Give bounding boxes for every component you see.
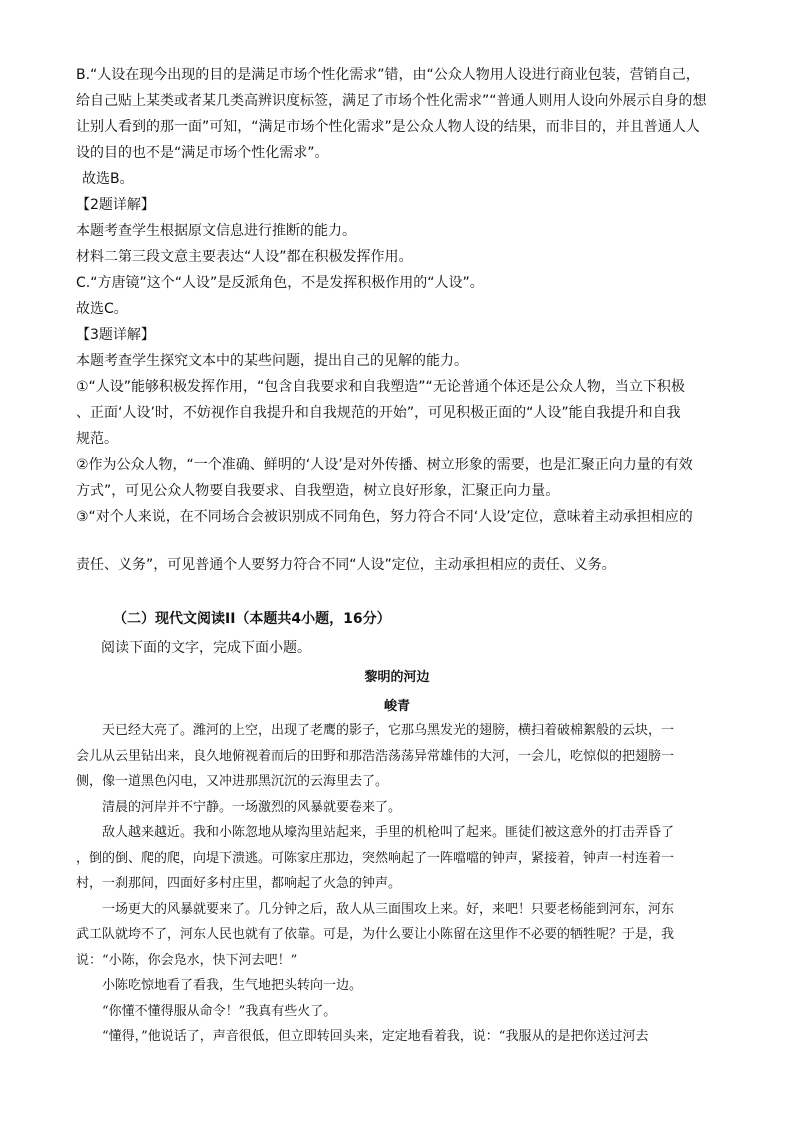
story-author: 峻青 xyxy=(383,699,410,714)
story-line: ，倒的倒、爬的爬，向堤下溃逃。可陈家庄那边，突然响起了一阵噹噹的钟声，紧接着，钟声一村连着一 xyxy=(76,850,675,866)
answer-line: 方式”，可见公众人物要自我要求、自我塑造，树立良好形象，汇聚正向力量。 xyxy=(76,483,560,499)
answer-line: 、正面‘人设’时，不妨视作自我提升和自我规范的开始”，可见积极正面的“人设”能自我提升和自我 xyxy=(76,405,681,421)
story-line: 武工队就垮不了，河东人民也就有了依靠。可是，为什么要让小陈留在这里作不必要的牺牲呢？于是，我 xyxy=(76,927,675,942)
answer-line: C.“方唐镜”这个“人设”是反派角色，不是发挥积极作用的“人设”。 xyxy=(76,275,484,291)
answer-line: 本题考查学生探究文本中的某些问题，提出自己的见解的能力。 xyxy=(76,353,468,369)
answer-line: ①“人设”能够积极发挥作用，“包含自我要求和自我塑造”“无论普通个体还是公众人物，当立下积极 xyxy=(76,379,685,395)
reading-instruction: 阅读下面的文字，完成下面小题。 xyxy=(101,640,311,656)
question-2-heading: 【2题详解】 xyxy=(76,197,155,213)
story-line: 会儿从云里钻出来，良久地俯视着而后的田野和那浩浩荡荡异常雄伟的大河，一会儿，吃惊似的把翅膀一 xyxy=(76,748,675,764)
answer-line: 故选C。 xyxy=(76,301,128,317)
answer-line: B.“人设在现今出现的目的是满足市场个性化需求”错，由“公众人物用人设进行商业包装，营销自己， xyxy=(76,67,700,83)
story-line: “你懂不懂得服从命令！”我真有些火了。 xyxy=(102,1003,337,1019)
answer-line: 让别人看到的那一面”可知，“满足市场个性化需求”是公众人物人设的结果，而非目的，并且普通人人 xyxy=(76,119,700,135)
story-line: “懂得，”他说话了，声音很低，但立即转回头来，定定地看着我，说：“我服从的是把你送过河去 xyxy=(102,1029,649,1044)
story-line: 村，一刹那间，四面好多村庄里，都响起了火急的钟声。 xyxy=(76,876,402,891)
answer-line: ②作为公众人物，“一个准确、鲜明的‘人设’是对外传播、树立形象的需要，也是汇聚正向力量的有效 xyxy=(76,457,693,473)
answer-line: 材料二第三段文意主要表达“人设”都在积极发挥作用。 xyxy=(76,249,413,265)
answer-line: 给自己贴上某类或者某几类高辨识度标签，满足了市场个性化需求”“普通人则用人设向外展示自身的想 xyxy=(76,93,707,109)
answer-explanations xyxy=(76,62,726,578)
answer-line: 责任、义务”，可见普通个人要努力符合不同“人设”定位，主动承担相应的责任、义务。 xyxy=(76,557,616,573)
question-3-heading: 【3题详解】 xyxy=(76,327,155,343)
story-line: 清晨的河岸并不宁静。一场激烈的风暴就要卷来了。 xyxy=(102,799,402,815)
story-line: 小陈吃惊地看了看我，生气地把头转向一边。 xyxy=(102,978,363,993)
story-line: 说：“小陈，你会凫水，快下河去吧！” xyxy=(76,952,298,968)
story-title: 黎明的河边 xyxy=(364,670,430,685)
answer-line: 本题考查学生根据原文信息进行推断的能力。 xyxy=(76,223,356,239)
story-line: 敌人越来越近。我和小陈忽地从壕沟里站起来，手里的机枪叫了起来。匪徒们被这意外的打击弄昏了 xyxy=(102,825,675,840)
story-line: 天已经大亮了。潍河的上空，出现了老鹰的影子，它那乌黑发光的翅膀，横扫着破棉絮般的云块，一 xyxy=(102,723,675,738)
story-line: 侧，像一道黑色闪电，又冲进那黑沉沉的云海里去了。 xyxy=(76,774,389,789)
answer-line: 故选B。 xyxy=(82,171,134,187)
story-text xyxy=(76,718,726,1050)
answer-line: 规范。 xyxy=(76,431,118,447)
answer-line: 设的目的也不是“满足市场个性化需求”。 xyxy=(76,145,329,161)
answer-line: ③“对个人来说，在不同场合会被识别成不同角色，努力符合不同‘人设’定位，意味着主动承担相应的 xyxy=(76,509,693,525)
story-line: 一场更大的风暴就要来了。几分钟之后，敌人从三面围攻上来。好，来吧！只要老杨能到河东，河东 xyxy=(102,901,675,917)
section-heading: （二）现代文阅读II（本题共4小题，16分） xyxy=(113,611,391,627)
